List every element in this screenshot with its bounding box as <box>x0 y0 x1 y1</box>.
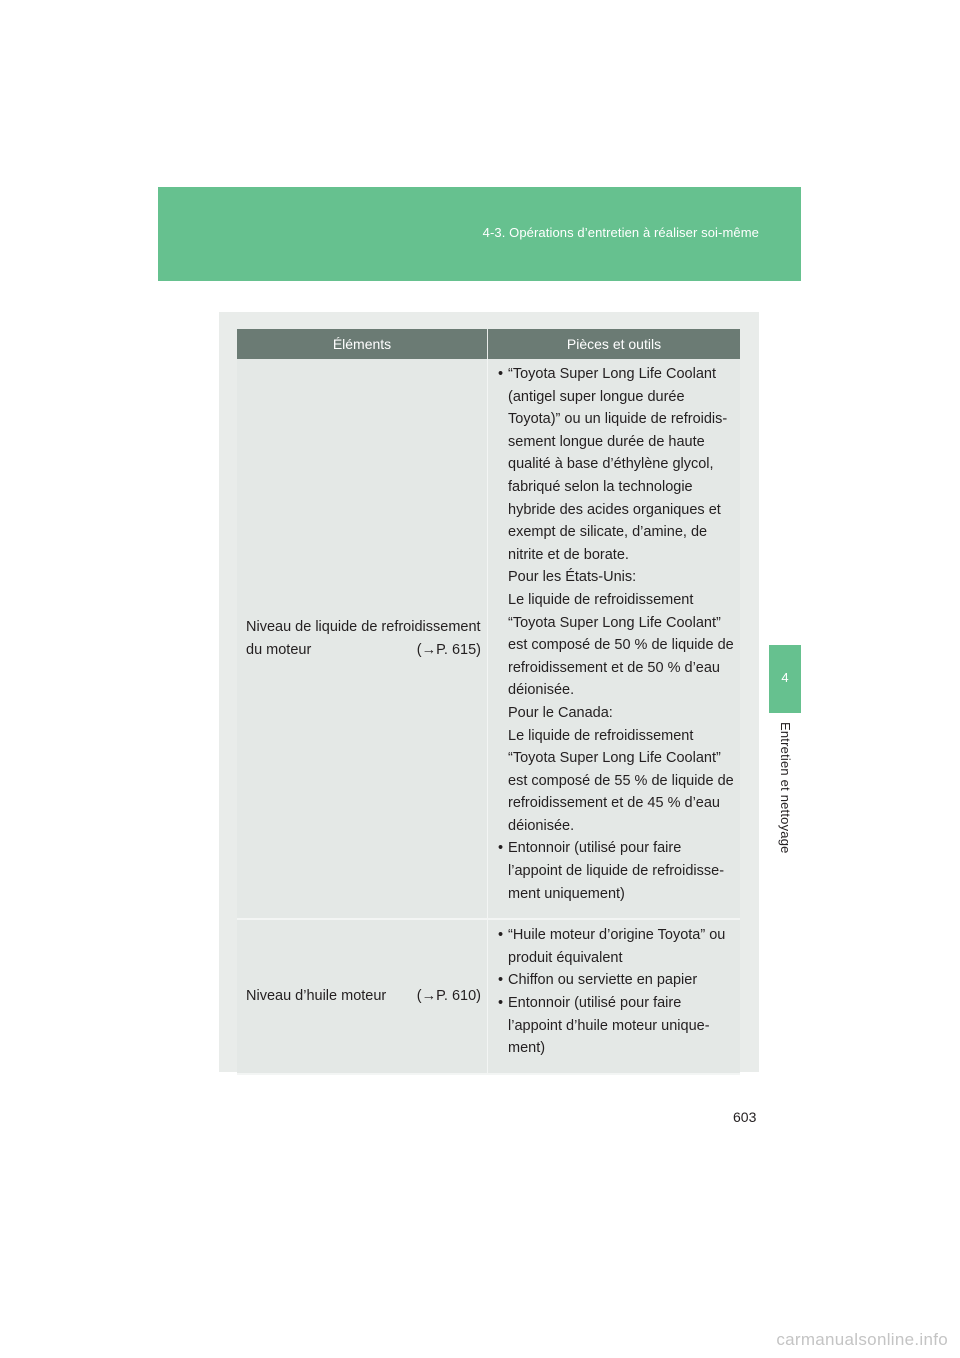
parts-line: • “Toyota Super Long Life Coolant <box>498 366 716 382</box>
parts-line: déionisée. <box>508 682 575 699</box>
table-row <box>237 919 740 1074</box>
parts-line: Le liquide de refroidissement <box>508 727 694 744</box>
page-number: 603 <box>733 1109 757 1125</box>
parts-line: est composé de 55 % de liquide de <box>508 772 734 789</box>
watermark: carmanualsonline.info <box>776 1330 948 1349</box>
parts-line: refroidissement et de 50 % d’eau <box>508 659 720 676</box>
parts-line: nitrite et de borate. <box>508 546 629 563</box>
parts-line: hybride des acides organiques et <box>508 501 721 518</box>
column-header-parts: Pièces et outils <box>488 329 741 359</box>
element-name-line: Niveau d’huile moteur <box>246 988 387 1005</box>
chapter-label: Entretien et nettoyage <box>778 722 793 854</box>
parts-line: est composé de 50 % de liquide de <box>508 637 734 654</box>
parts-line: Toyota)” ou un liquide de refroidis- <box>508 411 728 428</box>
parts-line: refroidissement et de 45 % d’eau <box>508 795 720 812</box>
parts-line: “Toyota Super Long Life Coolant” <box>508 750 721 767</box>
parts-line: “Toyota Super Long Life Coolant” <box>508 614 721 631</box>
column-header-elements: Éléments <box>237 329 488 359</box>
parts-line: (antigel super longue durée <box>508 388 685 405</box>
element-name-line: Niveau de liquide de refroidissement <box>246 618 481 635</box>
page-reference: (→P. 610) <box>416 988 481 1005</box>
parts-line: l’appoint d’huile moteur unique- <box>508 1017 710 1034</box>
chapter-tab <box>769 645 801 713</box>
parts-line: Pour les États-Unis: <box>508 569 637 586</box>
chapter-number: 4 <box>781 670 789 685</box>
parts-line: exempt de silicate, d’amine, de <box>508 524 708 541</box>
parts-line: déionisée. <box>508 817 575 834</box>
parts-line: sement longue durée de haute <box>508 433 705 450</box>
table-row <box>237 359 740 919</box>
parts-line: • Entonnoir (utilisé pour faire <box>498 840 682 857</box>
maintenance-table-panel <box>219 312 759 1072</box>
parts-line: Le liquide de refroidissement <box>508 591 694 608</box>
parts-line: ment uniquement) <box>508 885 625 902</box>
maintenance-table <box>237 329 740 1075</box>
section-title: 4-3. Opérations d’entretien à réaliser soi-même <box>482 225 759 240</box>
parts-line: l’appoint de liquide de refroidisse- <box>508 863 725 880</box>
parts-line: • Entonnoir (utilisé pour faire <box>498 995 682 1012</box>
parts-line: Pour le Canada: <box>508 704 613 721</box>
parts-cell <box>488 919 741 1074</box>
element-cell <box>237 919 488 1074</box>
element-name-line: du moteur <box>246 641 312 658</box>
section-header-band <box>158 187 801 281</box>
parts-line: • “Huile moteur d’origine Toyota” ou <box>498 927 726 944</box>
parts-line: • Chiffon ou serviette en papier <box>498 972 698 989</box>
parts-line: produit équivalent <box>508 949 623 966</box>
parts-line: ment) <box>508 1040 546 1057</box>
parts-line: fabriqué selon la technologie <box>508 478 693 495</box>
parts-cell <box>488 359 741 919</box>
parts-line: qualité à base d’éthylène glycol, <box>508 456 714 473</box>
page-reference: (→P. 615) <box>416 641 481 658</box>
element-cell <box>237 359 488 919</box>
